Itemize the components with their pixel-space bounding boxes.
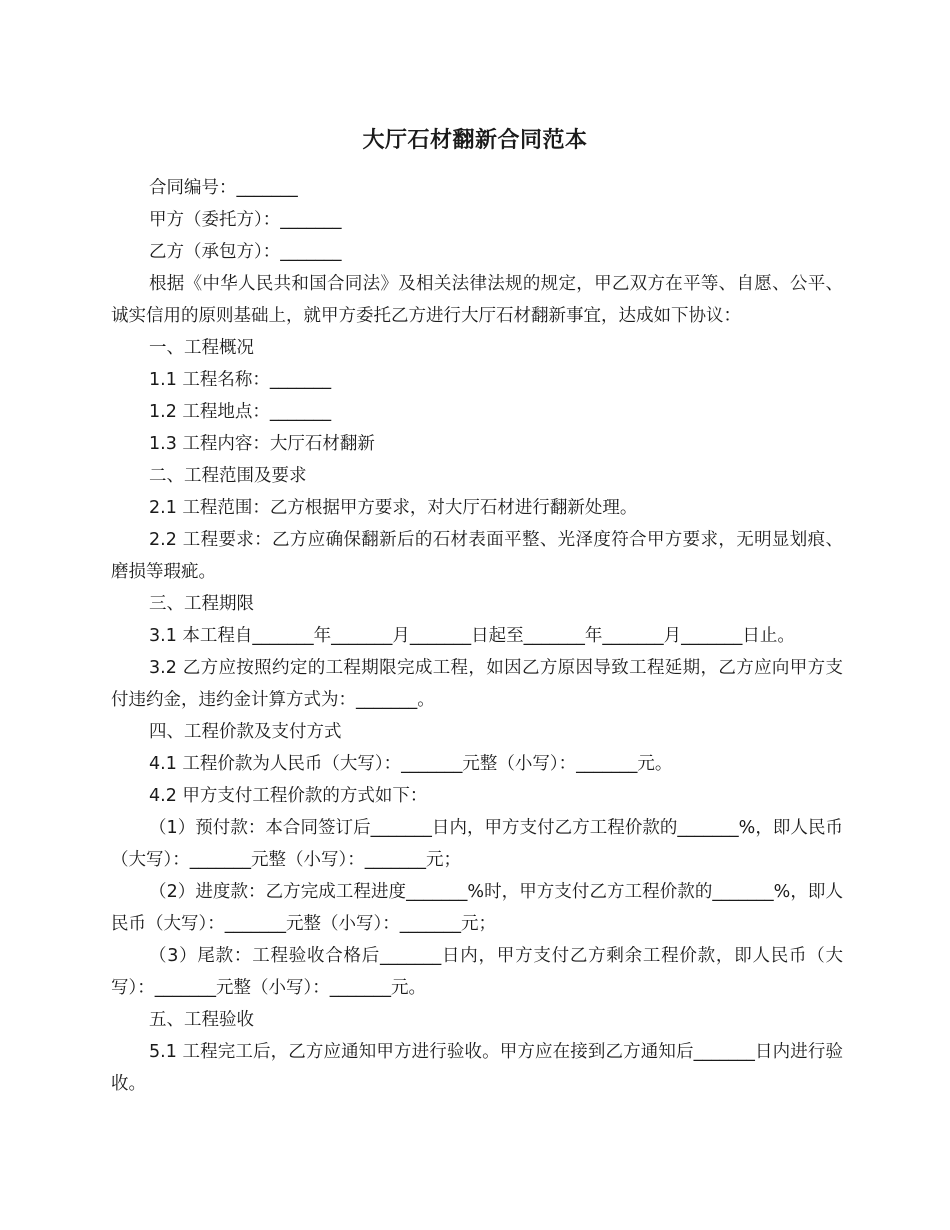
clause-3-2: 3.2 乙方应按照约定的工程期限完成工程，如因乙方原因导致工程延期，乙方应向甲方支付违约金，违约金计算方式为：_______。 — [111, 658, 843, 710]
clause-5-1: 5.1 工程完工后，乙方应通知甲方进行验收。甲方应在接到乙方通知后_______日内进行验收。 — [111, 1042, 843, 1094]
clause-4-2-item-2: （2）进度款：乙方完成工程进度_______%时，甲方支付乙方工程价款的_______%，即人民币（大写）：_______元整（小写）：_______元； — [111, 882, 843, 934]
section-heading-2: 二、工程范围及要求 — [149, 466, 307, 486]
section-heading-5: 五、工程验收 — [149, 1010, 254, 1030]
clause-2-1: 2.1 工程范围：乙方根据甲方要求，对大厅石材进行翻新处理。 — [149, 498, 638, 518]
document-body — [111, 172, 843, 1100]
section-heading-3: 三、工程期限 — [149, 594, 254, 614]
clause-4-2-item-1: （1）预付款：本合同签订后_______日内，甲方支付乙方工程价款的_______%，即人民币（大写）：_______元整（小写）：_______元； — [111, 818, 843, 870]
contract-number-line: 合同编号：_______ — [149, 178, 298, 198]
document-title: 大厅石材翻新合同范本 — [362, 128, 588, 153]
clause-4-2: 4.2 甲方支付工程价款的方式如下： — [149, 786, 428, 806]
section-heading-1: 一、工程概况 — [149, 338, 254, 358]
section-heading-4: 四、工程价款及支付方式 — [149, 722, 342, 742]
party-b-line: 乙方（承包方）：_______ — [149, 242, 342, 262]
clause-4-2-item-3: （3）尾款：工程验收合格后_______日内，甲方支付乙方剩余工程价款，即人民币（大写）：_______元整（小写）：_______元。 — [111, 946, 843, 998]
clause-1-3: 1.3 工程内容：大厅石材翻新 — [149, 434, 375, 454]
clause-1-1: 1.1 工程名称：_______ — [149, 370, 332, 390]
preamble-paragraph: 根据《中华人民共和国合同法》及相关法律法规的规定，甲乙双方在平等、自愿、公平、诚实信用的原则基础上，就甲方委托乙方进行大厅石材翻新事宜，达成如下协议： — [111, 274, 843, 326]
clause-3-1: 3.1 本工程自_______年_______月_______日起至_______年_______月_______日止。 — [149, 626, 795, 646]
party-a-line: 甲方（委托方）：_______ — [149, 210, 342, 230]
clause-4-1: 4.1 工程价款为人民币（大写）：_______元整（小写）：_______元。 — [149, 754, 673, 774]
clause-2-2: 2.2 工程要求：乙方应确保翻新后的石材表面平整、光泽度符合甲方要求，无明显划痕、磨损等瑕疵。 — [111, 530, 843, 582]
clause-1-2: 1.2 工程地点：_______ — [149, 402, 332, 422]
